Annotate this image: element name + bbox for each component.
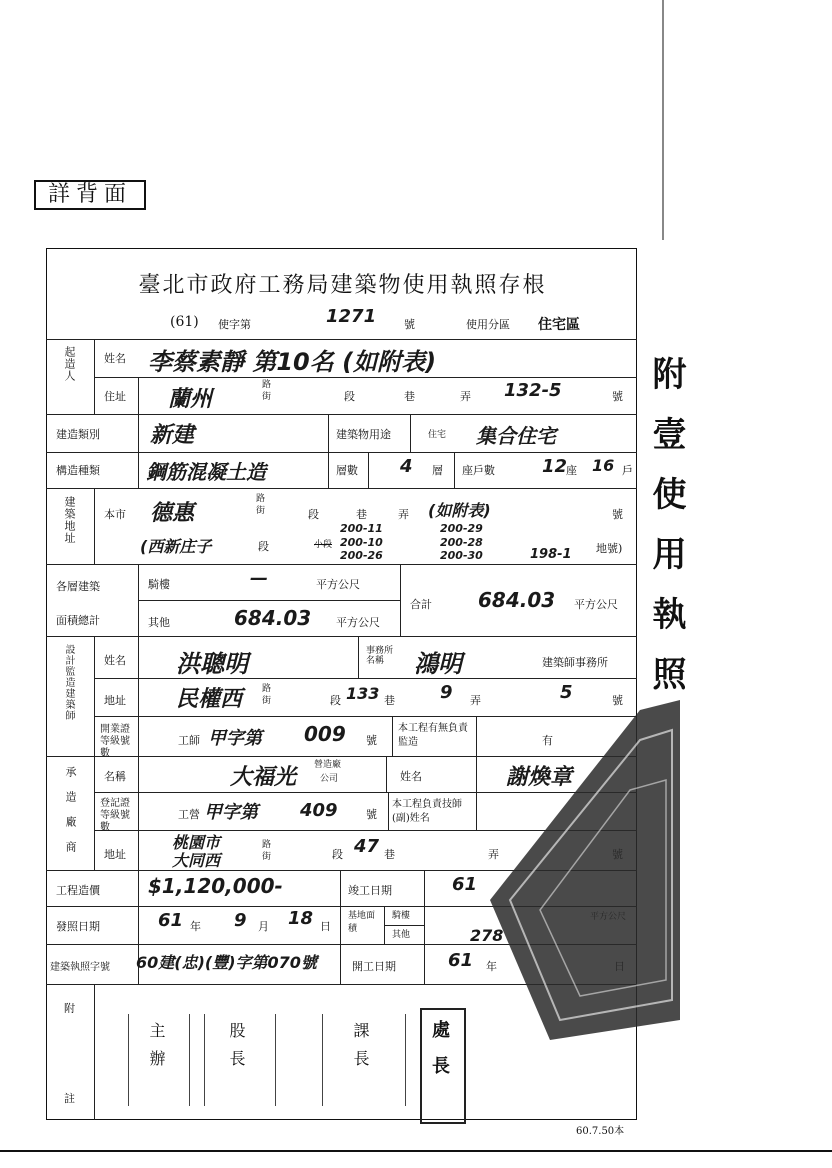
col-divider — [94, 339, 95, 414]
contractor-addr-city: 桃園市 — [172, 833, 221, 852]
designer-lane-word: 巷 — [384, 694, 395, 707]
seal-stamp: 股長 — [227, 1022, 246, 1078]
col-divider — [94, 984, 95, 1120]
page-side-tag: 詳背面 — [34, 180, 146, 210]
seal-box — [322, 1014, 406, 1106]
col-divider — [368, 452, 369, 488]
structure-label: 構造種類 — [56, 464, 100, 477]
units-extra: 16 — [592, 456, 615, 475]
owner-addr-road: 蘭州 — [168, 387, 213, 412]
build-permit-label: 建築執照字號 — [50, 962, 110, 973]
row-divider — [384, 925, 424, 926]
row-divider — [138, 600, 400, 601]
issue-day-word: 日 — [320, 920, 331, 933]
contractor-section-word: 段 — [332, 848, 343, 861]
zone-value: 住宅區 — [538, 317, 580, 333]
owner-street-word: 街 — [262, 392, 272, 402]
contractor-road-word: 路 — [262, 840, 272, 850]
designer-cert-grade: 甲字第 — [208, 728, 262, 749]
owner-name-label: 姓名 — [104, 352, 126, 365]
units-value: 12 — [542, 456, 568, 477]
row-divider — [46, 414, 637, 415]
contractor-reg-label: 登記證等級號數 — [100, 798, 130, 833]
site-section-word: 段 — [308, 508, 319, 521]
row-divider — [46, 339, 637, 340]
seal-box — [204, 1014, 276, 1106]
designer-office-suffix: 建築師事務所 — [542, 656, 608, 669]
contractor-group-label: 承造廠商 — [64, 766, 77, 866]
site-hao: 號 — [612, 508, 623, 521]
contractor-person-value: 謝煥章 — [506, 765, 573, 790]
completion-label: 竣工日期 — [348, 884, 392, 897]
cost-label: 工程造價 — [56, 884, 100, 897]
area-group-label-2: 面積總計 — [56, 614, 100, 627]
contractor-reg-grade: 甲字第 — [204, 802, 258, 823]
completion-value: 61 — [452, 874, 478, 895]
site-lot: 200-30 — [440, 549, 483, 562]
site-section2-word: 段 — [258, 540, 269, 553]
row-divider — [46, 564, 637, 565]
build-permit-value: 60建(忠)(豐)字第070號 — [136, 953, 317, 972]
start-year: 61 — [448, 950, 474, 971]
contractor-name-label: 名稱 — [104, 770, 126, 783]
zone-label: 使用分區 — [466, 318, 510, 331]
area-arcade-value: — — [250, 568, 268, 589]
col-divider — [94, 636, 95, 870]
col-divider — [388, 792, 389, 830]
site-street-word: 街 — [256, 506, 266, 516]
designer-lane-num: 133 — [346, 684, 380, 703]
site-lot: 200-11 — [340, 522, 383, 535]
issue-month: 9 — [234, 910, 247, 931]
site-group-label: 建築地址 — [63, 496, 76, 544]
area-other-label: 其他 — [148, 616, 170, 629]
designer-cert-prefix: 工師 — [178, 734, 200, 747]
col-divider — [328, 414, 329, 488]
owner-addr-num: 132-5 — [504, 380, 562, 401]
designer-num: 5 — [560, 682, 573, 703]
side-text: 附壹使用執照 — [646, 356, 686, 716]
seal-stamp: 主辦 — [147, 1022, 166, 1078]
owner-alley-word: 弄 — [460, 390, 471, 403]
area-unit: 平方公尺 — [336, 616, 380, 629]
official-stamp-overlay — [490, 700, 680, 1040]
area-arcade-label: 騎樓 — [148, 578, 170, 591]
start-year-word: 年 — [486, 960, 497, 973]
site-alley-word: 弄 — [398, 508, 409, 521]
col-divider — [400, 564, 401, 636]
scan-edge — [0, 1150, 832, 1152]
footer-code: 60.7.50本 — [576, 1126, 625, 1137]
seal-box — [128, 1014, 190, 1106]
owner-lane-word: 巷 — [404, 390, 415, 403]
seat-word: 座 — [566, 464, 577, 477]
issue-month-word: 月 — [258, 920, 269, 933]
col-divider — [476, 792, 477, 830]
col-divider — [386, 756, 387, 792]
site-parcel-word: 地號) — [596, 542, 623, 555]
owner-section-word: 段 — [344, 390, 355, 403]
designer-section-word: 段 — [330, 694, 341, 707]
issue-day: 18 — [288, 908, 314, 929]
owner-addr-label: 住址 — [104, 390, 126, 403]
contractor-lane-word: 巷 — [384, 848, 395, 861]
col-divider — [424, 870, 425, 984]
designer-office-label: 事務所名稱 — [366, 646, 394, 666]
site-note: (如附表) — [428, 501, 491, 520]
owner-name-value: 李蔡素靜 第10名 (如附表) — [148, 348, 437, 376]
designer-addr-label: 地址 — [104, 694, 126, 707]
designer-cert-label: 開業證等級號數 — [100, 724, 130, 759]
site-lot: 200-26 — [340, 549, 383, 562]
col-divider — [94, 488, 95, 564]
contractor-alley-word: 弄 — [488, 848, 499, 861]
floors-label: 層數 — [336, 464, 358, 477]
building-use-note: 住宅 — [428, 430, 447, 440]
col-divider — [138, 377, 139, 414]
row-divider — [46, 452, 637, 453]
site-road-word: 路 — [256, 494, 266, 504]
designer-office-value: 鴻明 — [414, 650, 462, 678]
site-lane-word: 巷 — [356, 508, 367, 521]
site-lot: 198-1 — [530, 547, 572, 562]
area-total-value: 684.03 — [478, 588, 556, 612]
seal-box — [420, 1008, 466, 1124]
designer-road-word: 路 — [262, 684, 272, 694]
contractor-street-word: 街 — [262, 852, 272, 862]
owner-road-word: 路 — [262, 380, 272, 390]
scan-edge — [662, 0, 664, 240]
issue-year-word: 年 — [190, 920, 201, 933]
designer-name-label: 姓名 — [104, 654, 126, 667]
contractor-reg-prefix: 工營 — [178, 808, 200, 821]
base-area-value: 278 — [470, 926, 504, 945]
base-other-label: 其他 — [392, 930, 411, 940]
designer-addr-road: 民權西 — [176, 687, 243, 712]
notes-label-bottom: 註 — [64, 1092, 75, 1105]
contractor-addr-road: 大同西 — [172, 851, 221, 870]
col-divider — [340, 870, 341, 984]
site-lot: 200-10 — [340, 536, 383, 549]
row-divider — [46, 636, 637, 637]
permit-hao: 號 — [404, 318, 415, 331]
form-title: 臺北市政府工務局建築物使用執照存根 — [138, 273, 547, 298]
issue-year: 61 — [158, 910, 184, 931]
col-divider — [138, 636, 139, 756]
site-lot: 200-28 — [440, 536, 483, 549]
notes-label-top: 附 — [64, 1002, 75, 1015]
area-group-label-1: 各層建築 — [56, 580, 100, 593]
permit-number: 1271 — [326, 306, 377, 327]
area-unit: 平方公尺 — [316, 578, 360, 591]
designer-alley-num: 9 — [440, 682, 453, 703]
designer-hao2: 號 — [366, 734, 377, 747]
seal-stamp: 處長 — [429, 1020, 450, 1092]
building-use-value: 集合住宅 — [476, 424, 556, 448]
floor-word: 層 — [432, 464, 443, 477]
designer-hao: 號 — [612, 694, 623, 707]
designer-resp-value: 有 — [542, 734, 553, 747]
issue-date-label: 發照日期 — [56, 920, 100, 933]
designer-group-label: 設計監造建築師 — [63, 644, 74, 721]
contractor-addr-label: 地址 — [104, 848, 126, 861]
building-cat-value: 新建 — [150, 423, 195, 448]
col-divider — [476, 756, 477, 792]
site-road: 德惠 — [150, 501, 195, 526]
col-divider — [138, 756, 139, 870]
area-other-value: 684.03 — [234, 606, 312, 630]
structure-value: 鋼筋混凝土造 — [146, 460, 266, 484]
designer-resp-label: 本工程有無負責監造 — [398, 723, 468, 748]
col-divider — [138, 414, 139, 488]
designer-street-word: 街 — [262, 696, 272, 706]
col-divider — [410, 414, 411, 452]
col-divider — [392, 716, 393, 756]
contractor-name-suffix2: 公司 — [320, 774, 339, 784]
contractor-name-suffix: 營造廠 — [314, 760, 342, 770]
area-unit: 平方公尺 — [574, 598, 618, 611]
building-use-label: 建築物用途 — [336, 428, 391, 441]
owner-hao: 號 — [612, 390, 623, 403]
col-divider — [454, 452, 455, 488]
base-area-label: 基地面積 — [348, 911, 376, 934]
contractor-reg-num: 409 — [300, 800, 338, 821]
col-divider — [476, 716, 477, 756]
contractor-person-label: 姓名 — [400, 770, 422, 783]
contractor-lane-num: 47 — [354, 836, 380, 857]
seal-stamp: 課長 — [351, 1022, 370, 1078]
contractor-hao: 號 — [366, 808, 377, 821]
site-lot-prefix: 小段 — [314, 540, 333, 550]
designer-name-value: 洪聰明 — [176, 650, 248, 678]
permit-year: (61) — [170, 314, 199, 330]
contractor-tech-label: 本工程負責技師(副)姓名 — [392, 799, 462, 824]
cost-value: $1,120,000- — [148, 874, 283, 898]
col-divider — [138, 564, 139, 636]
owner-group-label: 起造人 — [63, 346, 76, 382]
units-label: 座戶數 — [462, 464, 495, 477]
site-district: (西新庄子 — [140, 537, 212, 556]
unit-word: 戶 — [622, 464, 633, 477]
floors-value: 4 — [400, 456, 413, 477]
contractor-name-value: 大福光 — [230, 765, 297, 790]
permit-word-label: 使字第 — [218, 318, 251, 331]
row-divider — [46, 488, 637, 489]
site-city: 本市 — [104, 508, 126, 521]
designer-alley-word: 弄 — [470, 694, 481, 707]
designer-cert-num: 009 — [304, 722, 346, 746]
col-divider — [358, 636, 359, 678]
area-total-label: 合計 — [410, 598, 432, 611]
row-divider — [94, 377, 637, 378]
site-lot: 200-29 — [440, 522, 483, 535]
start-date-label: 開工日期 — [352, 960, 396, 973]
base-arcade-label: 騎樓 — [392, 911, 411, 921]
building-cat-label: 建造類別 — [56, 428, 100, 441]
